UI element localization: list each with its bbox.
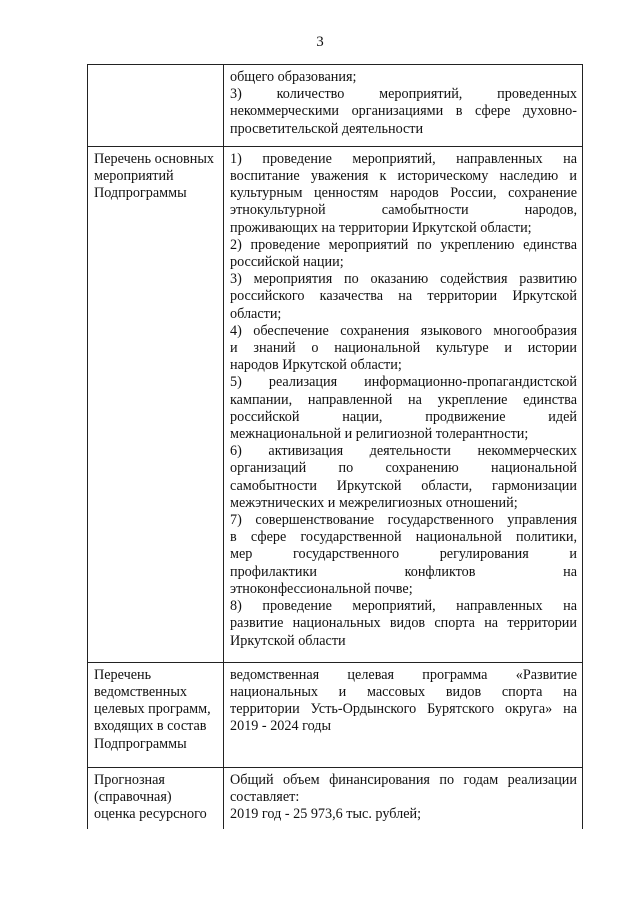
content-line: составляет: (230, 788, 300, 805)
row-label-cell (88, 662, 224, 767)
content-line: Иркутской области (230, 632, 346, 649)
content-line: 6) активизация деятельности некоммерческих (230, 443, 577, 460)
departmental-programs-row (88, 662, 583, 767)
row-label-cell (88, 146, 224, 662)
content-line: самобытности Иркутской области, гармонизации (230, 477, 577, 494)
row-content-cell (224, 767, 583, 829)
content-line: просветительской деятельности (230, 120, 424, 137)
subprogram-passport-table (87, 64, 583, 829)
page-number: 3 (316, 34, 324, 50)
label-line: ведомственных (94, 683, 187, 700)
row-content-cell (224, 146, 583, 662)
content-line: воспитание уважения к историческому наследию и (230, 168, 577, 185)
content-line: территории Усть-Ордынского Бурятского округа» на (230, 701, 577, 718)
content-line: кампании, направленной на укрепление единства (230, 391, 577, 408)
content-line: российской нации, продвижение идей (230, 408, 577, 425)
content-line: 1) проведение мероприятий, направленных на (230, 150, 577, 167)
content-line: 5) реализация информационно-пропагандистской (230, 374, 577, 391)
resource-estimate-row (88, 767, 583, 829)
content-line: 7) совершенствование государственного управления (230, 512, 577, 529)
content-line: народов Иркутской области; (230, 357, 402, 374)
content-line: развитие национальных видов спорта на территории (230, 615, 577, 632)
label-line: мероприятий (94, 168, 174, 185)
content-line: в сфере государственной национальной политики, (230, 529, 577, 546)
content-line: области; (230, 305, 282, 322)
label-line: Перечень (94, 666, 152, 683)
content-line: мер государственного регулирования и (230, 546, 577, 563)
content-line: 3) мероприятия по оказанию содействия развитию (230, 271, 577, 288)
content-line: этноконфессиональной почве; (230, 580, 413, 597)
label-line: Подпрограммы (94, 735, 187, 752)
label-line: оценка ресурсного (94, 806, 207, 823)
content-line: российской нации; (230, 254, 344, 271)
label-line: целевых программ, (94, 701, 211, 718)
content-line: 3) количество мероприятий, проведенных (230, 86, 577, 103)
label-line: входящих в состав (94, 718, 207, 735)
row-label-cell (88, 767, 224, 829)
content-line: российского казачества на территории Иркутской (230, 288, 577, 305)
content-line: межнациональной и религиозной толерантности; (230, 426, 529, 443)
content-line: 8) проведение мероприятий, направленных на (230, 598, 577, 615)
main-activities-row (88, 146, 583, 662)
content-line: межэтнических и межрелигиозных отношений; (230, 494, 518, 511)
row-content-cell (224, 65, 583, 147)
label-line: (справочная) (94, 788, 172, 805)
content-line: общего образования; (230, 69, 357, 85)
blank-line (230, 736, 577, 753)
row-label-cell (88, 65, 224, 147)
continuation-row (88, 65, 583, 147)
content-line: профилактики конфликтов на (230, 563, 577, 580)
label-line: Подпрограммы (94, 185, 187, 202)
content-line: организаций по сохранению национальной (230, 460, 577, 477)
content-line: 2) проведение мероприятий по укреплению единства (230, 236, 577, 253)
content-line: 2019 - 2024 годы (230, 718, 332, 735)
content-line: некоммерческими организациями в сфере духовно- (230, 103, 577, 120)
content-line: национальных и массовых видов спорта на (230, 683, 577, 700)
content-line: проживающих на территории Иркутской области; (230, 219, 532, 236)
content-line: ведомственная целевая программа «Развитие (230, 666, 577, 683)
content-line: Общий объем финансирования по годам реализации (230, 771, 577, 788)
content-line: 4) обеспечение сохранения языкового многообразия (230, 322, 577, 339)
content-line: культурным ценностям народов России, сохранение (230, 185, 577, 202)
content-line: этнокультурной самобытности народов, (230, 202, 577, 219)
row-content-cell (224, 662, 583, 767)
content-line: и знаний о национальной культуре и истории (230, 340, 577, 357)
label-line: Прогнозная (94, 771, 165, 788)
label-line: Перечень основных (94, 150, 214, 167)
content-line: 2019 год - 25 973,6 тыс. рублей; (230, 806, 422, 823)
